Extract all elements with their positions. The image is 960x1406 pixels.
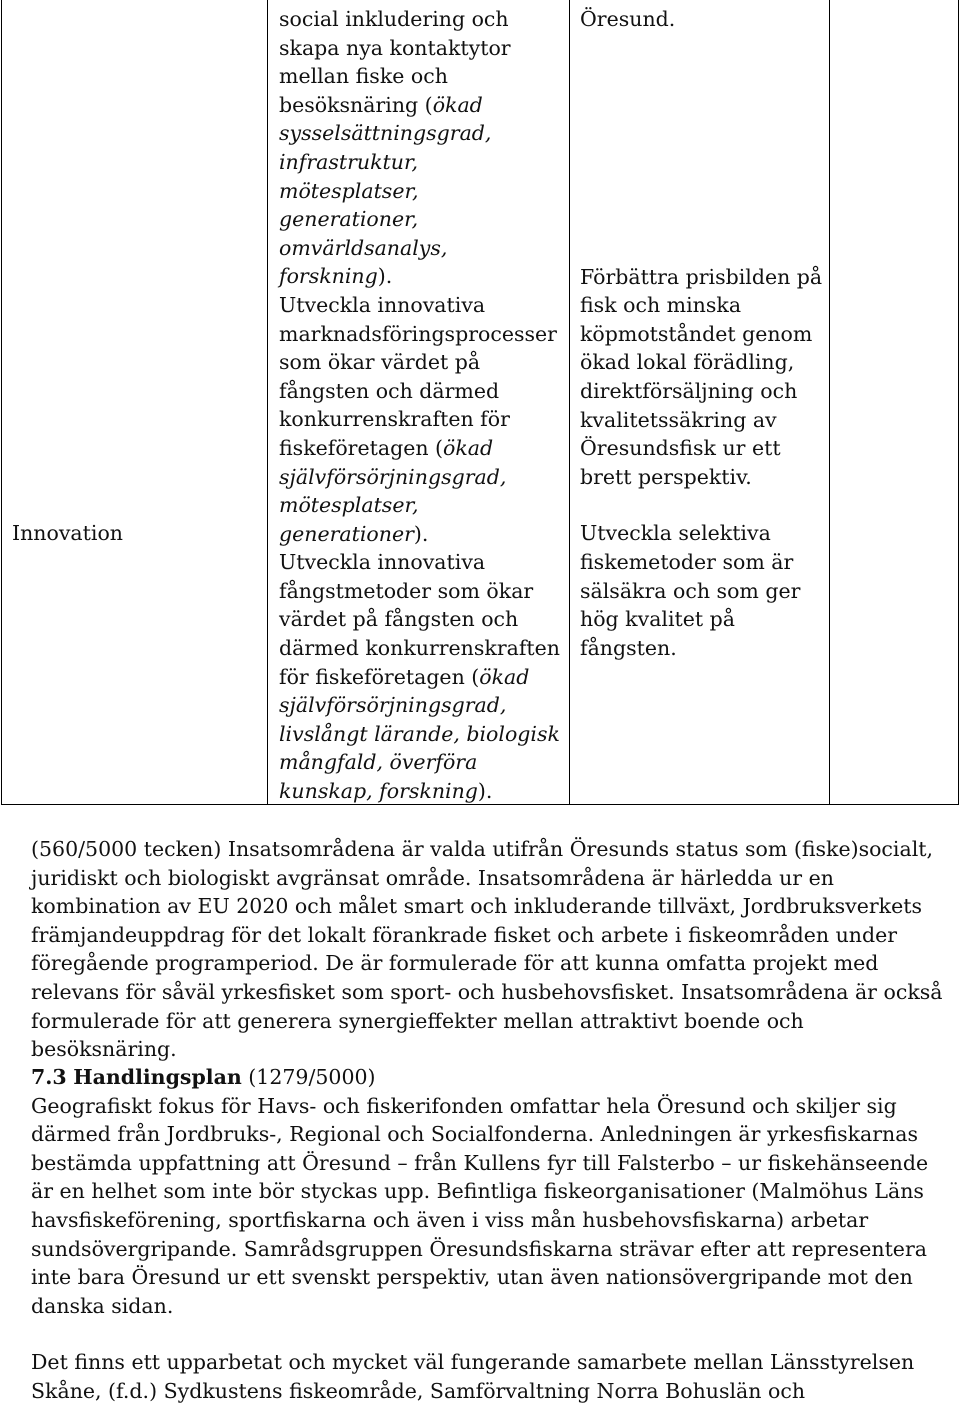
section-number: 7.3: [31, 1065, 67, 1089]
goals-cell: [279, 5, 564, 806]
action-prisbilden: Förbättra prisbilden på fisk och minska köpmotståndet genom ökad lokal förädling, direktförsäljning och kvalitetssäkring av Öresundsfisk ur ett brett perspektiv.: [580, 264, 823, 489]
section-heading: [31, 1063, 946, 1092]
insatsomraden-motivation: [31, 835, 946, 1064]
section-title: Handlingsplan: [73, 1065, 242, 1089]
section-count: (1279/5000): [248, 1065, 376, 1089]
goal-marknadsforing: Utveckla innovativa marknadsföringsprocesser som ökar värdet på fångsten och därmed konkurrenskraften för fiskeföretagen (ökad självförsörjningsgrad, mötesplatser, generationer).: [279, 292, 557, 546]
table-col-divider-3: [829, 0, 830, 805]
paragraph-geografiskt-fokus: Geografiskt fokus för Havs- och fiskerifonden omfattar hela Öresund och skiljer sig därmed från Jordbruks-, Regional och Socialfonderna. Anledningen är yrkesfiskarnas bestämda uppfattning att Öresund – från Kullens fyr till Falsterbo – ur fiskehänseende är en helhet som inte bör styckas upp. Befintliga fiskeorganisationer (Malmöhus Läns havsfiskeförening, sportfiskarna och även i viss mån husbehovsfiskarna) arbetar sundsövergripande. Samrådsgruppen Öresundsfiskarna strävar efter att representera inte bara Öresund ur ett svenskt perspektiv, utan även nationsövergripande mot den danska sidan.: [31, 1093, 929, 1318]
action-selektiva: Utveckla selektiva fiskemetoder som är sälsäkra och som ger hög kvalitet på fångsten.: [580, 521, 801, 660]
category-cell: [12, 519, 262, 548]
paragraph-samarbete: Det finns ett upparbetat och mycket väl fungerande samarbete mellan Länsstyrelsen Skåne, (f.d.) Sydkustens fiskeområde, Samförvaltning Norra Bohuslän och: [31, 1350, 915, 1403]
table-border-left: [1, 0, 2, 805]
action-oresund: Öresund.: [580, 7, 676, 31]
goal-fangstmetoder: Utveckla innovativa fångstmetoder som ökar värdet på fångsten och därmed konkurrenskraften för fiskeföretagen (ökad självförsörjningsgrad, livslångt lärande, biologisk mångfald, överföra kunskap, forskning).: [279, 550, 561, 804]
category-label: Innovation: [12, 521, 123, 545]
handlingsplan-section: [31, 1063, 946, 1406]
table-col-divider-2: [569, 0, 570, 805]
table-border-right: [958, 0, 959, 805]
goal-social: social inkludering och skapa nya kontaktytor mellan fiske och besöksnäring (ökad sysselsättningsgrad, infrastruktur, mötesplatser, generationer, omvärldsanalys, forskning).: [279, 7, 511, 289]
paragraph-motivation: (560/5000 tecken) Insatsområdena är valda utifrån Öresunds status som (fiske)socialt, juridiskt och biologiskt avgränsat område. Insatsområdena är härledda ur en kombination av EU 2020 och målet smart och inkluderande tillväxt, Jordbruksverkets främjandeuppdrag för det lokalt förankrade fisket och arbete i fiskeområden under föregående programperiod. De är formulerade för att kunna omfatta projekt med relevans för såväl yrkesfisket som sport- och husbehovsfisket. Insatsområdena är också formulerade för att generera synergieffekter mellan attraktivt boende och besöksnäring.: [31, 837, 943, 1062]
actions-cell: [580, 5, 825, 662]
table-col-divider-1: [267, 0, 268, 805]
